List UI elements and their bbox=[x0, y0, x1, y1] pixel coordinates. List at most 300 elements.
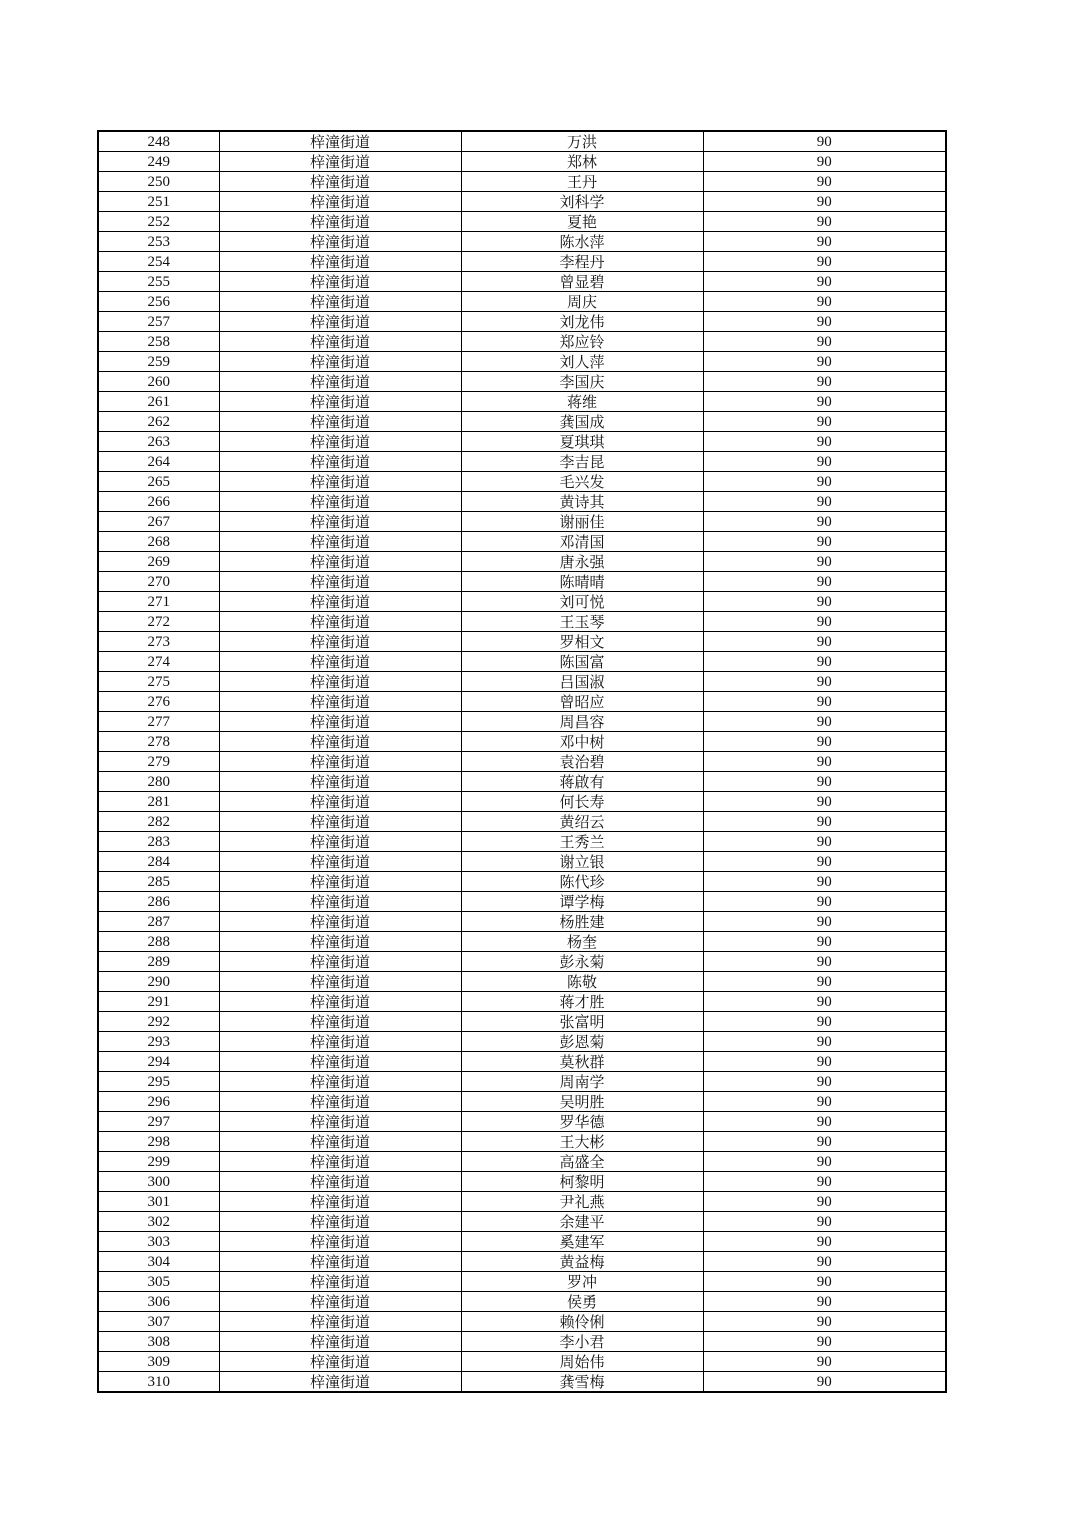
score-cell: 90 bbox=[703, 312, 946, 332]
table-row bbox=[98, 1352, 946, 1372]
score-cell: 90 bbox=[703, 752, 946, 772]
row-number-cell: 289 bbox=[98, 952, 219, 972]
person-name-cell: 蒋啟有 bbox=[461, 772, 703, 792]
table-row bbox=[98, 412, 946, 432]
table-row bbox=[98, 472, 946, 492]
street-area-cell: 梓潼街道 bbox=[219, 652, 461, 672]
row-number-cell: 306 bbox=[98, 1292, 219, 1312]
street-area-cell: 梓潼街道 bbox=[219, 532, 461, 552]
score-cell: 90 bbox=[703, 852, 946, 872]
street-area-cell: 梓潼街道 bbox=[219, 1352, 461, 1372]
row-number-cell: 256 bbox=[98, 292, 219, 312]
table-row bbox=[98, 192, 946, 212]
row-number-cell: 282 bbox=[98, 812, 219, 832]
row-number-cell: 308 bbox=[98, 1332, 219, 1352]
table-row bbox=[98, 1232, 946, 1252]
score-cell: 90 bbox=[703, 1192, 946, 1212]
street-area-cell: 梓潼街道 bbox=[219, 892, 461, 912]
score-cell: 90 bbox=[703, 1092, 946, 1112]
person-name-cell: 袁治碧 bbox=[461, 752, 703, 772]
street-area-cell: 梓潼街道 bbox=[219, 792, 461, 812]
table-row bbox=[98, 1292, 946, 1312]
table-row bbox=[98, 812, 946, 832]
table-row bbox=[98, 1072, 946, 1092]
row-number-cell: 292 bbox=[98, 1012, 219, 1032]
street-area-cell: 梓潼街道 bbox=[219, 992, 461, 1012]
table-row bbox=[98, 992, 946, 1012]
street-area-cell: 梓潼街道 bbox=[219, 732, 461, 752]
score-cell: 90 bbox=[703, 592, 946, 612]
table-row bbox=[98, 972, 946, 992]
street-area-cell: 梓潼街道 bbox=[219, 1112, 461, 1132]
row-number-cell: 270 bbox=[98, 572, 219, 592]
row-number-cell: 264 bbox=[98, 452, 219, 472]
table-row bbox=[98, 892, 946, 912]
row-number-cell: 255 bbox=[98, 272, 219, 292]
row-number-cell: 280 bbox=[98, 772, 219, 792]
street-area-cell: 梓潼街道 bbox=[219, 232, 461, 252]
roster-table bbox=[97, 130, 947, 1393]
street-area-cell: 梓潼街道 bbox=[219, 912, 461, 932]
street-area-cell: 梓潼街道 bbox=[219, 1092, 461, 1112]
street-area-cell: 梓潼街道 bbox=[219, 1152, 461, 1172]
row-number-cell: 298 bbox=[98, 1132, 219, 1152]
person-name-cell: 侯勇 bbox=[461, 1292, 703, 1312]
score-cell: 90 bbox=[703, 952, 946, 972]
street-area-cell: 梓潼街道 bbox=[219, 752, 461, 772]
person-name-cell: 龚雪梅 bbox=[461, 1372, 703, 1393]
score-cell: 90 bbox=[703, 1112, 946, 1132]
person-name-cell: 刘科学 bbox=[461, 192, 703, 212]
person-name-cell: 蒋维 bbox=[461, 392, 703, 412]
row-number-cell: 309 bbox=[98, 1352, 219, 1372]
person-name-cell: 王丹 bbox=[461, 172, 703, 192]
street-area-cell: 梓潼街道 bbox=[219, 1292, 461, 1312]
table-row bbox=[98, 252, 946, 272]
person-name-cell: 奚建军 bbox=[461, 1232, 703, 1252]
person-name-cell: 王大彬 bbox=[461, 1132, 703, 1152]
row-number-cell: 261 bbox=[98, 392, 219, 412]
row-number-cell: 288 bbox=[98, 932, 219, 952]
person-name-cell: 周庆 bbox=[461, 292, 703, 312]
score-cell: 90 bbox=[703, 1292, 946, 1312]
street-area-cell: 梓潼街道 bbox=[219, 552, 461, 572]
street-area-cell: 梓潼街道 bbox=[219, 332, 461, 352]
row-number-cell: 302 bbox=[98, 1212, 219, 1232]
street-area-cell: 梓潼街道 bbox=[219, 272, 461, 292]
street-area-cell: 梓潼街道 bbox=[219, 1072, 461, 1092]
person-name-cell: 万洪 bbox=[461, 131, 703, 152]
person-name-cell: 吕国淑 bbox=[461, 672, 703, 692]
street-area-cell: 梓潼街道 bbox=[219, 872, 461, 892]
row-number-cell: 296 bbox=[98, 1092, 219, 1112]
score-cell: 90 bbox=[703, 252, 946, 272]
score-cell: 90 bbox=[703, 332, 946, 352]
row-number-cell: 269 bbox=[98, 552, 219, 572]
score-cell: 90 bbox=[703, 352, 946, 372]
table-row bbox=[98, 1032, 946, 1052]
person-name-cell: 刘龙伟 bbox=[461, 312, 703, 332]
person-name-cell: 陈水萍 bbox=[461, 232, 703, 252]
person-name-cell: 李程丹 bbox=[461, 252, 703, 272]
table-row bbox=[98, 172, 946, 192]
table-row bbox=[98, 752, 946, 772]
row-number-cell: 278 bbox=[98, 732, 219, 752]
row-number-cell: 286 bbox=[98, 892, 219, 912]
table-row bbox=[98, 572, 946, 592]
person-name-cell: 毛兴发 bbox=[461, 472, 703, 492]
table-row bbox=[98, 432, 946, 452]
score-cell: 90 bbox=[703, 152, 946, 172]
street-area-cell: 梓潼街道 bbox=[219, 492, 461, 512]
person-name-cell: 陈敬 bbox=[461, 972, 703, 992]
score-cell: 90 bbox=[703, 1152, 946, 1172]
row-number-cell: 251 bbox=[98, 192, 219, 212]
table-row bbox=[98, 912, 946, 932]
person-name-cell: 杨奎 bbox=[461, 932, 703, 952]
score-cell: 90 bbox=[703, 1172, 946, 1192]
score-cell: 90 bbox=[703, 1212, 946, 1232]
score-cell: 90 bbox=[703, 1012, 946, 1032]
score-cell: 90 bbox=[703, 872, 946, 892]
street-area-cell: 梓潼街道 bbox=[219, 1252, 461, 1272]
row-number-cell: 295 bbox=[98, 1072, 219, 1092]
score-cell: 90 bbox=[703, 552, 946, 572]
row-number-cell: 303 bbox=[98, 1232, 219, 1252]
table-row bbox=[98, 692, 946, 712]
score-cell: 90 bbox=[703, 1032, 946, 1052]
street-area-cell: 梓潼街道 bbox=[219, 832, 461, 852]
street-area-cell: 梓潼街道 bbox=[219, 152, 461, 172]
table-row bbox=[98, 672, 946, 692]
row-number-cell: 279 bbox=[98, 752, 219, 772]
row-number-cell: 301 bbox=[98, 1192, 219, 1212]
street-area-cell: 梓潼街道 bbox=[219, 852, 461, 872]
row-number-cell: 274 bbox=[98, 652, 219, 672]
street-area-cell: 梓潼街道 bbox=[219, 672, 461, 692]
street-area-cell: 梓潼街道 bbox=[219, 1232, 461, 1252]
person-name-cell: 郑林 bbox=[461, 152, 703, 172]
person-name-cell: 陈代珍 bbox=[461, 872, 703, 892]
row-number-cell: 275 bbox=[98, 672, 219, 692]
table-row bbox=[98, 232, 946, 252]
street-area-cell: 梓潼街道 bbox=[219, 392, 461, 412]
row-number-cell: 300 bbox=[98, 1172, 219, 1192]
row-number-cell: 273 bbox=[98, 632, 219, 652]
score-cell: 90 bbox=[703, 1232, 946, 1252]
street-area-cell: 梓潼街道 bbox=[219, 352, 461, 372]
score-cell: 90 bbox=[703, 992, 946, 1012]
score-cell: 90 bbox=[703, 792, 946, 812]
row-number-cell: 262 bbox=[98, 412, 219, 432]
table-row bbox=[98, 352, 946, 372]
person-name-cell: 黄绍云 bbox=[461, 812, 703, 832]
row-number-cell: 276 bbox=[98, 692, 219, 712]
table-row bbox=[98, 212, 946, 232]
street-area-cell: 梓潼街道 bbox=[219, 1052, 461, 1072]
score-cell: 90 bbox=[703, 192, 946, 212]
person-name-cell: 蒋才胜 bbox=[461, 992, 703, 1012]
score-cell: 90 bbox=[703, 452, 946, 472]
table-row bbox=[98, 152, 946, 172]
street-area-cell: 梓潼街道 bbox=[219, 692, 461, 712]
person-name-cell: 余建平 bbox=[461, 1212, 703, 1232]
row-number-cell: 291 bbox=[98, 992, 219, 1012]
street-area-cell: 梓潼街道 bbox=[219, 1312, 461, 1332]
street-area-cell: 梓潼街道 bbox=[219, 932, 461, 952]
table-row bbox=[98, 732, 946, 752]
person-name-cell: 曾昭应 bbox=[461, 692, 703, 712]
person-name-cell: 谭学梅 bbox=[461, 892, 703, 912]
person-name-cell: 彭永菊 bbox=[461, 952, 703, 972]
street-area-cell: 梓潼街道 bbox=[219, 632, 461, 652]
person-name-cell: 周昌容 bbox=[461, 712, 703, 732]
table-row bbox=[98, 952, 946, 972]
street-area-cell: 梓潼街道 bbox=[219, 252, 461, 272]
table-row bbox=[98, 372, 946, 392]
person-name-cell: 罗相文 bbox=[461, 632, 703, 652]
row-number-cell: 307 bbox=[98, 1312, 219, 1332]
person-name-cell: 莫秋群 bbox=[461, 1052, 703, 1072]
person-name-cell: 罗华德 bbox=[461, 1112, 703, 1132]
row-number-cell: 254 bbox=[98, 252, 219, 272]
table-row bbox=[98, 552, 946, 572]
table-row bbox=[98, 652, 946, 672]
table-row bbox=[98, 292, 946, 312]
table-row bbox=[98, 272, 946, 292]
street-area-cell: 梓潼街道 bbox=[219, 612, 461, 632]
street-area-cell: 梓潼街道 bbox=[219, 1032, 461, 1052]
person-name-cell: 王玉琴 bbox=[461, 612, 703, 632]
roster-table-body bbox=[98, 131, 946, 1392]
table-row bbox=[98, 1012, 946, 1032]
score-cell: 90 bbox=[703, 972, 946, 992]
table-row bbox=[98, 1372, 946, 1393]
score-cell: 90 bbox=[703, 832, 946, 852]
table-row bbox=[98, 832, 946, 852]
score-cell: 90 bbox=[703, 932, 946, 952]
table-row bbox=[98, 392, 946, 412]
row-number-cell: 304 bbox=[98, 1252, 219, 1272]
score-cell: 90 bbox=[703, 672, 946, 692]
street-area-cell: 梓潼街道 bbox=[219, 972, 461, 992]
row-number-cell: 253 bbox=[98, 232, 219, 252]
score-cell: 90 bbox=[703, 1252, 946, 1272]
row-number-cell: 293 bbox=[98, 1032, 219, 1052]
row-number-cell: 272 bbox=[98, 612, 219, 632]
person-name-cell: 谢立银 bbox=[461, 852, 703, 872]
person-name-cell: 罗冲 bbox=[461, 1272, 703, 1292]
score-cell: 90 bbox=[703, 372, 946, 392]
person-name-cell: 柯黎明 bbox=[461, 1172, 703, 1192]
row-number-cell: 266 bbox=[98, 492, 219, 512]
street-area-cell: 梓潼街道 bbox=[219, 1192, 461, 1212]
score-cell: 90 bbox=[703, 412, 946, 432]
table-row bbox=[98, 492, 946, 512]
street-area-cell: 梓潼街道 bbox=[219, 292, 461, 312]
person-name-cell: 唐永强 bbox=[461, 552, 703, 572]
table-row bbox=[98, 1152, 946, 1172]
table-row bbox=[98, 332, 946, 352]
score-cell: 90 bbox=[703, 492, 946, 512]
score-cell: 90 bbox=[703, 1352, 946, 1372]
person-name-cell: 郑应铃 bbox=[461, 332, 703, 352]
table-row bbox=[98, 1092, 946, 1112]
row-number-cell: 250 bbox=[98, 172, 219, 192]
row-number-cell: 268 bbox=[98, 532, 219, 552]
person-name-cell: 彭恩菊 bbox=[461, 1032, 703, 1052]
score-cell: 90 bbox=[703, 812, 946, 832]
row-number-cell: 259 bbox=[98, 352, 219, 372]
person-name-cell: 张富明 bbox=[461, 1012, 703, 1032]
score-cell: 90 bbox=[703, 232, 946, 252]
street-area-cell: 梓潼街道 bbox=[219, 1372, 461, 1393]
person-name-cell: 高盛全 bbox=[461, 1152, 703, 1172]
table-row bbox=[98, 512, 946, 532]
table-row bbox=[98, 312, 946, 332]
table-row bbox=[98, 872, 946, 892]
person-name-cell: 邓中树 bbox=[461, 732, 703, 752]
row-number-cell: 248 bbox=[98, 131, 219, 152]
street-area-cell: 梓潼街道 bbox=[219, 1172, 461, 1192]
person-name-cell: 吴明胜 bbox=[461, 1092, 703, 1112]
table-row bbox=[98, 632, 946, 652]
row-number-cell: 267 bbox=[98, 512, 219, 532]
street-area-cell: 梓潼街道 bbox=[219, 212, 461, 232]
street-area-cell: 梓潼街道 bbox=[219, 372, 461, 392]
score-cell: 90 bbox=[703, 1372, 946, 1393]
table-row bbox=[98, 1332, 946, 1352]
row-number-cell: 265 bbox=[98, 472, 219, 492]
score-cell: 90 bbox=[703, 1132, 946, 1152]
score-cell: 90 bbox=[703, 1312, 946, 1332]
score-cell: 90 bbox=[703, 131, 946, 152]
person-name-cell: 何长寿 bbox=[461, 792, 703, 812]
street-area-cell: 梓潼街道 bbox=[219, 512, 461, 532]
street-area-cell: 梓潼街道 bbox=[219, 1132, 461, 1152]
score-cell: 90 bbox=[703, 1052, 946, 1072]
street-area-cell: 梓潼街道 bbox=[219, 432, 461, 452]
row-number-cell: 257 bbox=[98, 312, 219, 332]
row-number-cell: 294 bbox=[98, 1052, 219, 1072]
row-number-cell: 249 bbox=[98, 152, 219, 172]
score-cell: 90 bbox=[703, 292, 946, 312]
street-area-cell: 梓潼街道 bbox=[219, 952, 461, 972]
person-name-cell: 李小君 bbox=[461, 1332, 703, 1352]
row-number-cell: 263 bbox=[98, 432, 219, 452]
person-name-cell: 黄益梅 bbox=[461, 1252, 703, 1272]
person-name-cell: 尹礼燕 bbox=[461, 1192, 703, 1212]
table-row bbox=[98, 592, 946, 612]
street-area-cell: 梓潼街道 bbox=[219, 131, 461, 152]
table-row bbox=[98, 532, 946, 552]
score-cell: 90 bbox=[703, 892, 946, 912]
score-cell: 90 bbox=[703, 712, 946, 732]
score-cell: 90 bbox=[703, 392, 946, 412]
row-number-cell: 258 bbox=[98, 332, 219, 352]
score-cell: 90 bbox=[703, 1272, 946, 1292]
score-cell: 90 bbox=[703, 612, 946, 632]
person-name-cell: 邓清国 bbox=[461, 532, 703, 552]
table-row bbox=[98, 1272, 946, 1292]
street-area-cell: 梓潼街道 bbox=[219, 712, 461, 732]
table-row bbox=[98, 1212, 946, 1232]
street-area-cell: 梓潼街道 bbox=[219, 412, 461, 432]
score-cell: 90 bbox=[703, 732, 946, 752]
street-area-cell: 梓潼街道 bbox=[219, 192, 461, 212]
person-name-cell: 陈国富 bbox=[461, 652, 703, 672]
score-cell: 90 bbox=[703, 1332, 946, 1352]
score-cell: 90 bbox=[703, 632, 946, 652]
person-name-cell: 周南学 bbox=[461, 1072, 703, 1092]
table-row bbox=[98, 1252, 946, 1272]
person-name-cell: 刘可悦 bbox=[461, 592, 703, 612]
score-cell: 90 bbox=[703, 652, 946, 672]
score-cell: 90 bbox=[703, 172, 946, 192]
person-name-cell: 谢丽佳 bbox=[461, 512, 703, 532]
person-name-cell: 李吉昆 bbox=[461, 452, 703, 472]
row-number-cell: 271 bbox=[98, 592, 219, 612]
street-area-cell: 梓潼街道 bbox=[219, 772, 461, 792]
score-cell: 90 bbox=[703, 572, 946, 592]
street-area-cell: 梓潼街道 bbox=[219, 472, 461, 492]
street-area-cell: 梓潼街道 bbox=[219, 172, 461, 192]
table-row bbox=[98, 1052, 946, 1072]
person-name-cell: 陈晴晴 bbox=[461, 572, 703, 592]
score-cell: 90 bbox=[703, 212, 946, 232]
row-number-cell: 284 bbox=[98, 852, 219, 872]
row-number-cell: 285 bbox=[98, 872, 219, 892]
score-cell: 90 bbox=[703, 432, 946, 452]
score-cell: 90 bbox=[703, 1072, 946, 1092]
table-row bbox=[98, 131, 946, 152]
street-area-cell: 梓潼街道 bbox=[219, 1332, 461, 1352]
score-cell: 90 bbox=[703, 272, 946, 292]
row-number-cell: 260 bbox=[98, 372, 219, 392]
score-cell: 90 bbox=[703, 512, 946, 532]
person-name-cell: 夏艳 bbox=[461, 212, 703, 232]
row-number-cell: 277 bbox=[98, 712, 219, 732]
table-row bbox=[98, 932, 946, 952]
table-row bbox=[98, 1112, 946, 1132]
table-row bbox=[98, 1172, 946, 1192]
person-name-cell: 杨胜建 bbox=[461, 912, 703, 932]
score-cell: 90 bbox=[703, 772, 946, 792]
row-number-cell: 287 bbox=[98, 912, 219, 932]
street-area-cell: 梓潼街道 bbox=[219, 1012, 461, 1032]
street-area-cell: 梓潼街道 bbox=[219, 812, 461, 832]
street-area-cell: 梓潼街道 bbox=[219, 1212, 461, 1232]
row-number-cell: 290 bbox=[98, 972, 219, 992]
person-name-cell: 赖伶俐 bbox=[461, 1312, 703, 1332]
person-name-cell: 夏琪琪 bbox=[461, 432, 703, 452]
street-area-cell: 梓潼街道 bbox=[219, 572, 461, 592]
table-row bbox=[98, 452, 946, 472]
table-row bbox=[98, 1312, 946, 1332]
row-number-cell: 252 bbox=[98, 212, 219, 232]
street-area-cell: 梓潼街道 bbox=[219, 312, 461, 332]
person-name-cell: 王秀兰 bbox=[461, 832, 703, 852]
person-name-cell: 曾显碧 bbox=[461, 272, 703, 292]
row-number-cell: 299 bbox=[98, 1152, 219, 1172]
person-name-cell: 李国庆 bbox=[461, 372, 703, 392]
table-row bbox=[98, 1132, 946, 1152]
row-number-cell: 310 bbox=[98, 1372, 219, 1393]
row-number-cell: 305 bbox=[98, 1272, 219, 1292]
person-name-cell: 刘人萍 bbox=[461, 352, 703, 372]
street-area-cell: 梓潼街道 bbox=[219, 1272, 461, 1292]
score-cell: 90 bbox=[703, 692, 946, 712]
